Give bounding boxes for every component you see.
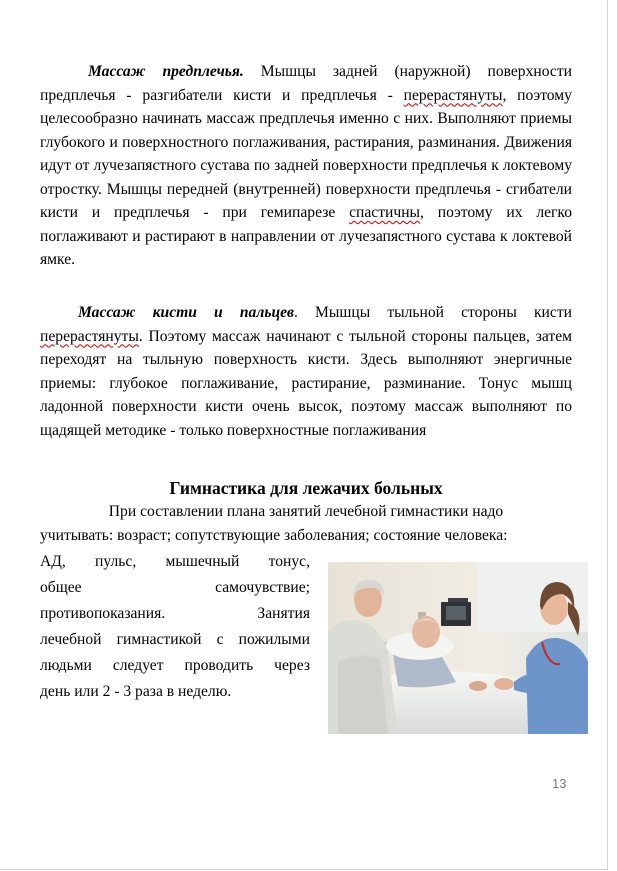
intro-line-1: При составлении плана занятий лечебной гимнастики надо [108, 503, 504, 520]
paragraph-hand-massage [40, 301, 572, 442]
hand-massage-lead: Массаж кисти и пальцев [78, 304, 295, 321]
section-heading: Гимнастика для лежачих больных [169, 478, 443, 498]
forearm-text-2: , поэтому целесообразно начинать массаж предплечья именно с них. Выполняют приемы глубокого и поверхностного поглаживания, растирания, разминания. Движения идут от лучезапястного сустава по задней поверхности предплечья к локтевому отростку. Мышцы передней (внутренней) поверхности предплечья - сгибатели кисти и предплечья - при гемипарезе [40, 86, 572, 221]
forearm-text-3: , поэтому их легко поглаживают и растирают в направлении от лучезапястного сустава к локтевой ямке. [40, 204, 573, 268]
spellcheck-word-1: перерастянуты [403, 86, 503, 104]
side-line: противопоказания. Занятия [40, 605, 310, 622]
spellcheck-word-3: перерастянуты [40, 327, 139, 345]
side-line: людьми следует проводить через [40, 657, 310, 674]
forearm-massage-lead: Массаж предплечья. [88, 63, 244, 80]
hand-text-1: . Мышцы тыльной стороны кисти [294, 304, 572, 321]
side-line: общее самочувствие; [40, 579, 310, 596]
hand-text-2: . Поэтому массаж начинают с тыльной стороны пальцев, затем переходят на тыльную поверхность кисти. Здесь выполняют энергичные приемы: глубокое поглаживание, растирание, разминание. Тонус мышц ладонной поверхности кисти очень высок, поэтому массаж выполняют по щадящей методике - только поверхностные поглаживания [40, 327, 572, 439]
side-paragraph [40, 549, 310, 705]
forearm-text-1: Мышцы задней (наружной) поверхности предплечья - разгибатели кисти и предплечья - [40, 63, 573, 104]
spellcheck-word-2: спастичны [349, 204, 421, 221]
paragraph-forearm-massage [40, 60, 572, 272]
side-line: АД, пульс, мышечный тонус, [40, 553, 310, 570]
side-line: день или 2 - 3 раза в неделю. [40, 683, 232, 700]
page-number: 13 [552, 776, 567, 791]
intro-paragraph [40, 500, 572, 548]
intro-line-2: учитывать: возраст; сопутствующие заболевания; состояние человека: [40, 527, 508, 544]
side-line: лечебной гимнастикой с пожилыми [40, 631, 310, 648]
nurse-patient-photo [328, 562, 588, 734]
